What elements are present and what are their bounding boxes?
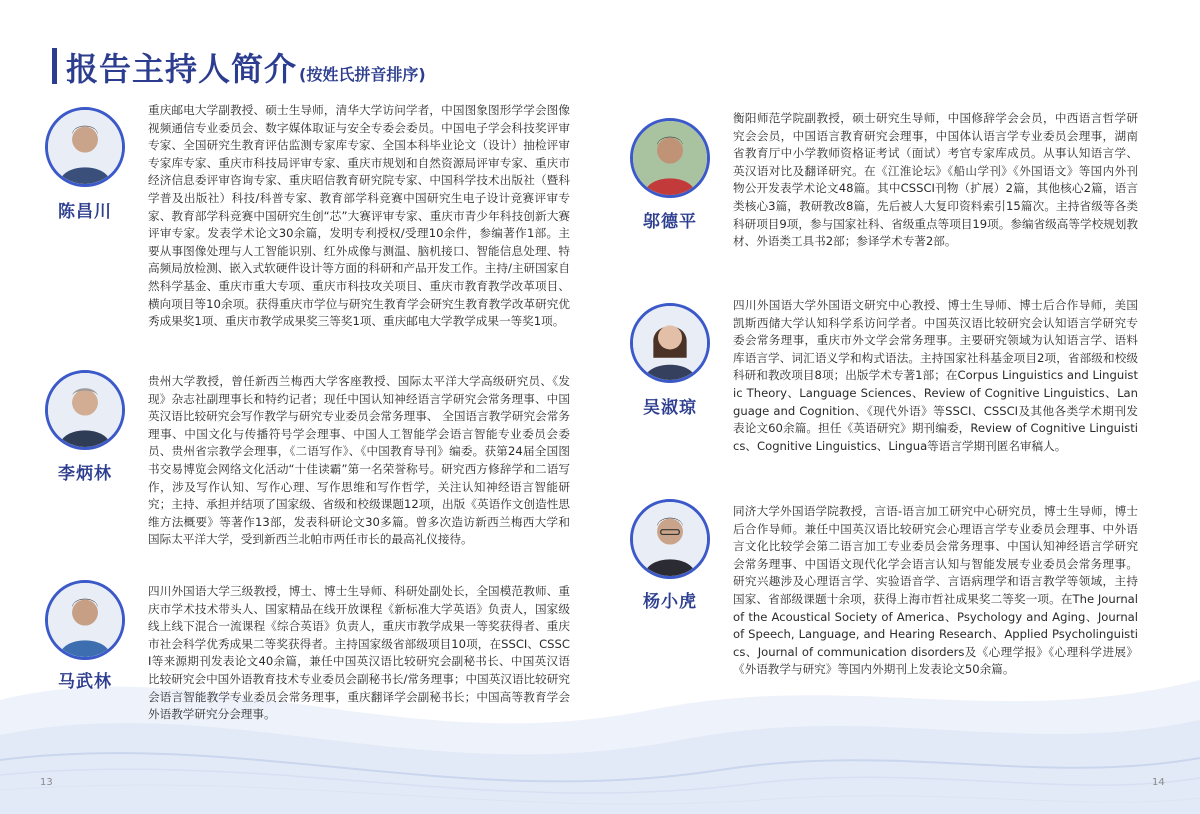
page-number-left: 13 — [40, 777, 53, 788]
profile-bio: 重庆邮电大学副教授、硕士生导师，清华大学访问学者，中国图象图形学学会图像视频通信专业委员会、数字媒体取证与安全专委会委员。中国电子学会科技奖评审专家、全国研究生教育评估监测专家库专家、全国本科毕业论文（设计）抽检评审专家库专家、重庆市科技局评审专家、重庆市规划和自然资源局评审专家、重庆市经济信息委评审咨询专家、重庆昭信教育研究院专家、中国科学技术出版社（暨科学普及出版社）科技/科普专家、教育部学科竞赛中国研究生电子设计竞赛评审专家、教育部学科竞赛中国研究生创“芯”大赛评审专家、重庆市青少年科技创新大赛评审专家。发表学术论文30余篇，发明专利授权/受理10余件，参编著作1部。主要从事图像处理与人工智能识别、红外成像与测温、脑机接口、智能信息处理、特高频局放检测、嵌入式软硬件设计等方面的科研和产品开发工作。主持/主研国家自然科学基金、重庆市重大专项、重庆市科技攻关项目、重庆市教育教学改革项目、横向项目等10余项。获得重庆市学位与研究生教育学会研究生教育教学改革研究优秀成果奖1项、重庆市教学成果奖三等奖1项、重庆邮电大学教学成果一等奖1项。 — [148, 103, 570, 329]
profile-name: 李炳林 — [58, 464, 112, 484]
profile-name: 吴淑琼 — [643, 398, 697, 418]
page-number-right: 14 — [1152, 777, 1165, 788]
profile-name: 邬德平 — [643, 212, 697, 232]
profile-name: 杨小虎 — [643, 592, 697, 612]
person-portrait-icon — [45, 370, 125, 450]
person-portrait-icon — [45, 580, 125, 660]
person-portrait-icon — [630, 118, 710, 198]
profile-bio: 四川外国语大学三级教授，博士、博士生导师、科研处副处长，全国模范教师、重庆市学术技术带头人、国家精品在线开放课程《新标准大学英语》负责人，国家级线上线下混合一流课程《综合英语》负责人，重庆市教学成果一等奖获得者、重庆市社会科学优秀成果二等奖获得者。主持国家级省部级项目10项，在SSCI、CSSCI等来源期刊发表论文40余篇，兼任中国英汉语比较研究会副秘书长、中国英汉语比较研究会中国外语教育技术专业委员会副秘书长/常务理事；中国英汉语比较研究会语言智能教学专业委员会常务理事，重庆翻译学会副秘书长；中国高等教育学会外语教学研究分会理事。 — [148, 584, 570, 722]
person-portrait-icon — [45, 107, 125, 187]
page-title-text: 报告主持人简介 — [66, 50, 298, 88]
person-portrait-icon — [630, 499, 710, 579]
profile-bio: 四川外国语大学外国语文研究中心教授、博士生导师、博士后合作导师，美国凯斯西储大学认知科学系访问学者。中国英汉语比较研究会认知语言学研究专委会常务理事，重庆市外文学会常务理事。主要研究领域为认知语言学、语料库语言学、词汇语义学和构式语法。主持国家社科基金项目2项，省部级和校级科研和教改项目8项；出版学术专著1部；在Corpus Linguistics and Linguistic Theory、Language Sciences、Review of Cognitive Linguistics、Language and Cognition、《现代外语》等SSCI、CSSCI及其他各类学术期刊发表论文60余篇。担任《英语研究》期刊编委，Review of Cognitive Linguistics、Cognitive Linguistics、Lingua等语言学期刊匿名审稿人。 — [733, 298, 1138, 453]
profile-name: 陈昌川 — [58, 202, 112, 222]
profile-bio: 贵州大学教授，曾任新西兰梅西大学客座教授、国际太平洋大学高级研究员、《发现》杂志社副理事长和特约记者；现任中国认知神经语言学研究会常务理事、中国英汉语比较研究会写作教学与研究专业委员会常务理事、 全国语言教学研究会常务理事、中国文化与传播符号学会理事、中国人工智能学会语言智能专业委员会委员、贵州省宗教学会理事，《二语写作》、《中国教育导刊》编委。获第24届全国图书交易博览会网络文化活动“十佳读霸”第一名荣誉称号。研究西方修辞学和二语写作，涉及写作认知、写作心理、写作思维和写作哲学，关注认知神经语言智能研究；主持、承担并结项了国家级、省级和校级课题12项，出版《英语作文创造性思维方法概要》等著作13部，发表科研论文30多篇。曾多次造访新西兰梅西大学和国际太平洋大学，受到新西兰北帕市两任市长的最高礼仪接待。 — [148, 374, 570, 547]
page-title — [66, 44, 426, 90]
profile-name: 马武林 — [58, 672, 112, 692]
page-subtitle: (按姓氏拼音排序) — [299, 65, 426, 84]
profile-bio: 同济大学外国语学院教授，言语-语言加工研究中心研究员，博士生导师，博士后合作导师。兼任中国英汉语比较研究会心理语言学专业委员会理事、中外语言文化比较学会第二语言加工专业委员会常务理事、中国认知神经语言学研究会常务理事、中国语文现代化学会语言认知与智能发展专业委员会常务理事。研究兴趣涉及心理语言学、实验语音学、言语病理学和语言教学等领域，主持国家、省部级课题十余项，获得上海市哲社成果奖二等奖一项。在The Journal of the Acoustical Society of America、Psychology and Aging、Journal of Speech, Language, and Hearing Research、Applied Psycholinguistics、Journal of communication disorders及《心理学报》《心理科学进展》《外语教学与研究》等国内外期刊上发表论文50余篇。 — [733, 504, 1138, 677]
person-portrait-icon — [630, 303, 710, 383]
title-accent-bar — [52, 48, 57, 84]
profile-bio: 衡阳师范学院副教授，硕士研究生导师，中国修辞学会会员，中西语言哲学研究会会员，中国语言教育研究会理事，中国体认语言学专业委员会理事，湖南省教育厅中小学教师资格证考试（面试）考官专家库成员。从事认知语言学、英汉语对比及翻译研究。在《江淮论坛》《船山学刊》《外国语文》等国内外刊物公开发表学术论文48篇。其中CSSCI刊物（扩展）2篇，其他核心2篇，语言类核心3篇，教研教改8篇，先后被人大复印资料索引15篇次。主持省级等各类科研项目9项，参与国家社科、省级重点等项目19项。参编省级高等学校规划教材、外语类工具书2部；参译学术专著2部。 — [733, 111, 1138, 249]
